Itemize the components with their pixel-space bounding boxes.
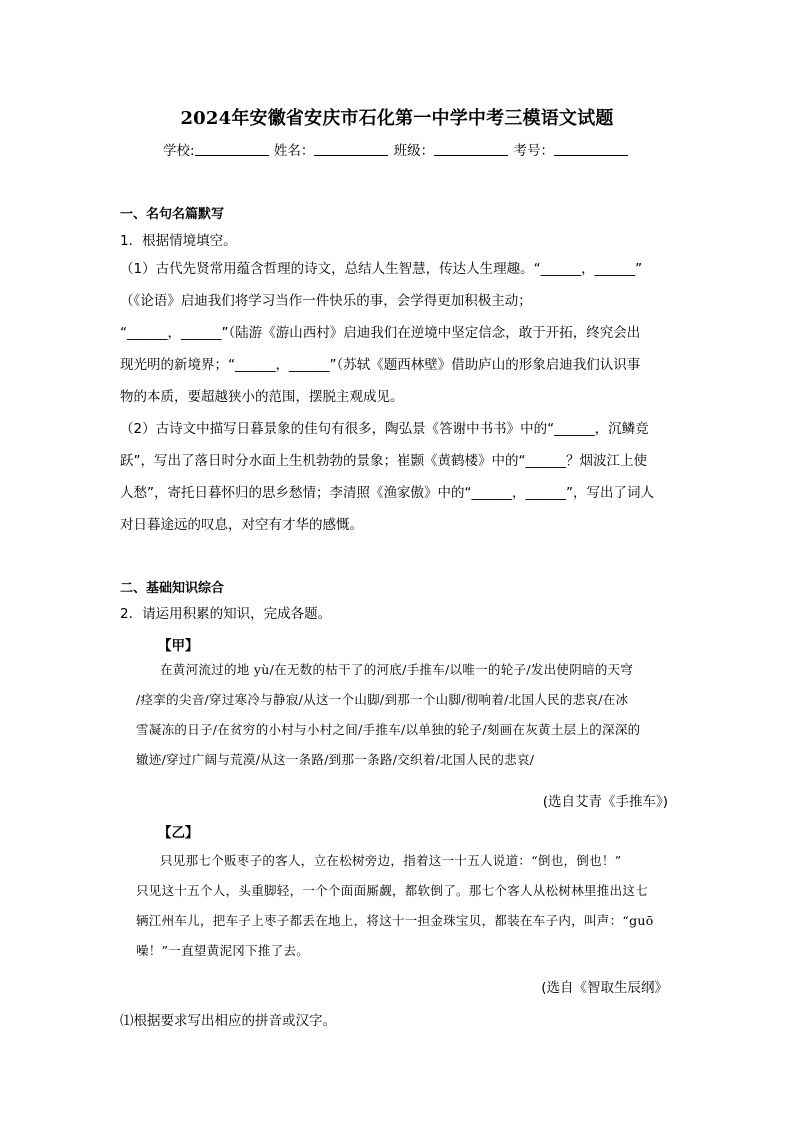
sub-question-1: ⑴根据要求写出相应的拼音或汉字。 [120,1013,336,1029]
question-1-line: “______，______”（陆游《游山西村》启迪我们在逆境中坚定信念，敢于开拓，终究会出 [120,325,641,341]
passage-jia-line: /痉挛的尖音/穿过寒冷与静寂/从这一个山脚/到那一个山脚/彻响着/北国人民的悲哀/在冰 [136,692,629,707]
question-1-line: 人愁”，寄托日暮怀归的思乡愁情；李清照《渔家傲》中的“______，______”，写出了词人 [120,485,654,501]
name-label: 姓名： [273,143,315,159]
passage-yi-label: 【乙】 [158,825,199,841]
question-1-line: （2）古诗文中描写日暮景象的佳句有很多，陶弘景《答谢中书书》中的“______，沉鳞竞 [120,421,649,437]
question-1-body [120,253,680,541]
passage-jia-label: 【甲】 [158,638,199,654]
passage-yi-source: (选自《智取生辰纲》 [541,980,668,996]
question-1-line: 跃”，写出了落日时分水面上生机勃勃的景象；崔颢《黄鹤楼》中的“______？烟波江上使 [120,453,647,469]
exam-no-label: 考号： [513,143,554,159]
page-title: 2024年安徽省安庆市石化第一中学中考三模语文试题 [180,108,614,129]
passage-yi [136,846,678,966]
question-1-line: 现光明的新境界；“______，______”（苏轼《题西林壁》借助庐山的形象启迪我们认识事 [120,357,641,373]
passage-jia-line: 雪凝冻的日子/在贫穷的小村与小村之间/手推车/以单独的轮子/刻画在灰黄土层上的深深的 [136,722,641,737]
passage-jia-line: 在黄河流过的地 yù/在无数的枯干了的河底/手推车/以唯一的轮子/发出使阴暗的天穹 [160,662,634,677]
exam-no-blank [554,143,628,156]
passage-yi-line: 噪！”一直望黄泥冈下推了去。 [136,943,310,958]
passage-yi-line: 只见那七个贩枣子的客人，立在松树旁边，指着这一十五人说道：“倒也，倒也！” [160,853,622,868]
class-label: 班级： [393,143,435,159]
question-1-line: （1）古代先贤常用蕴含哲理的诗文，总结人生智慧，传达人生理趣。“______，______” [120,261,643,277]
student-info-row [163,139,629,159]
question-2-stem: 2．请运用积累的知识，完成各题。 [120,606,332,622]
section-2-heading: 二、基础知识综合 [120,581,225,596]
question-1-line: （《论语》启迪我们将学习当作一件快乐的事，会学得更加积极主动； [120,293,532,309]
passage-jia-line: 辙迹/穿过广阔与荒漠/从这一条路/到那一条路/交织着/北国人民的悲哀/ [136,752,535,767]
passage-yi-line: 只见这十五个人，头重脚轻，一个个面面厮觑，都软倒了。那七个客人从松树林里推出这七 [136,883,649,898]
question-1-line: 对日暮途远的叹息，对空有才华的感慨。 [120,517,363,533]
passage-yi-line: 辆江州车儿，把车子上枣子都丢在地上，将这十一担金珠宝贝，都装在车子内，叫声：“guō [136,913,654,928]
section-1-heading: 一、名句名篇默写 [120,207,225,222]
passage-jia [136,655,678,775]
school-label: 学校: [163,143,195,159]
passage-jia-source: (选自艾青《手推车》) [542,794,668,810]
class-blank [434,143,508,156]
name-blank [314,143,388,156]
school-blank [195,143,269,156]
question-1-line: 物的本质，要超越狭小的范围，摆脱主观成见。 [120,389,404,405]
question-1-stem: 1．根据情境填空。 [120,233,237,249]
